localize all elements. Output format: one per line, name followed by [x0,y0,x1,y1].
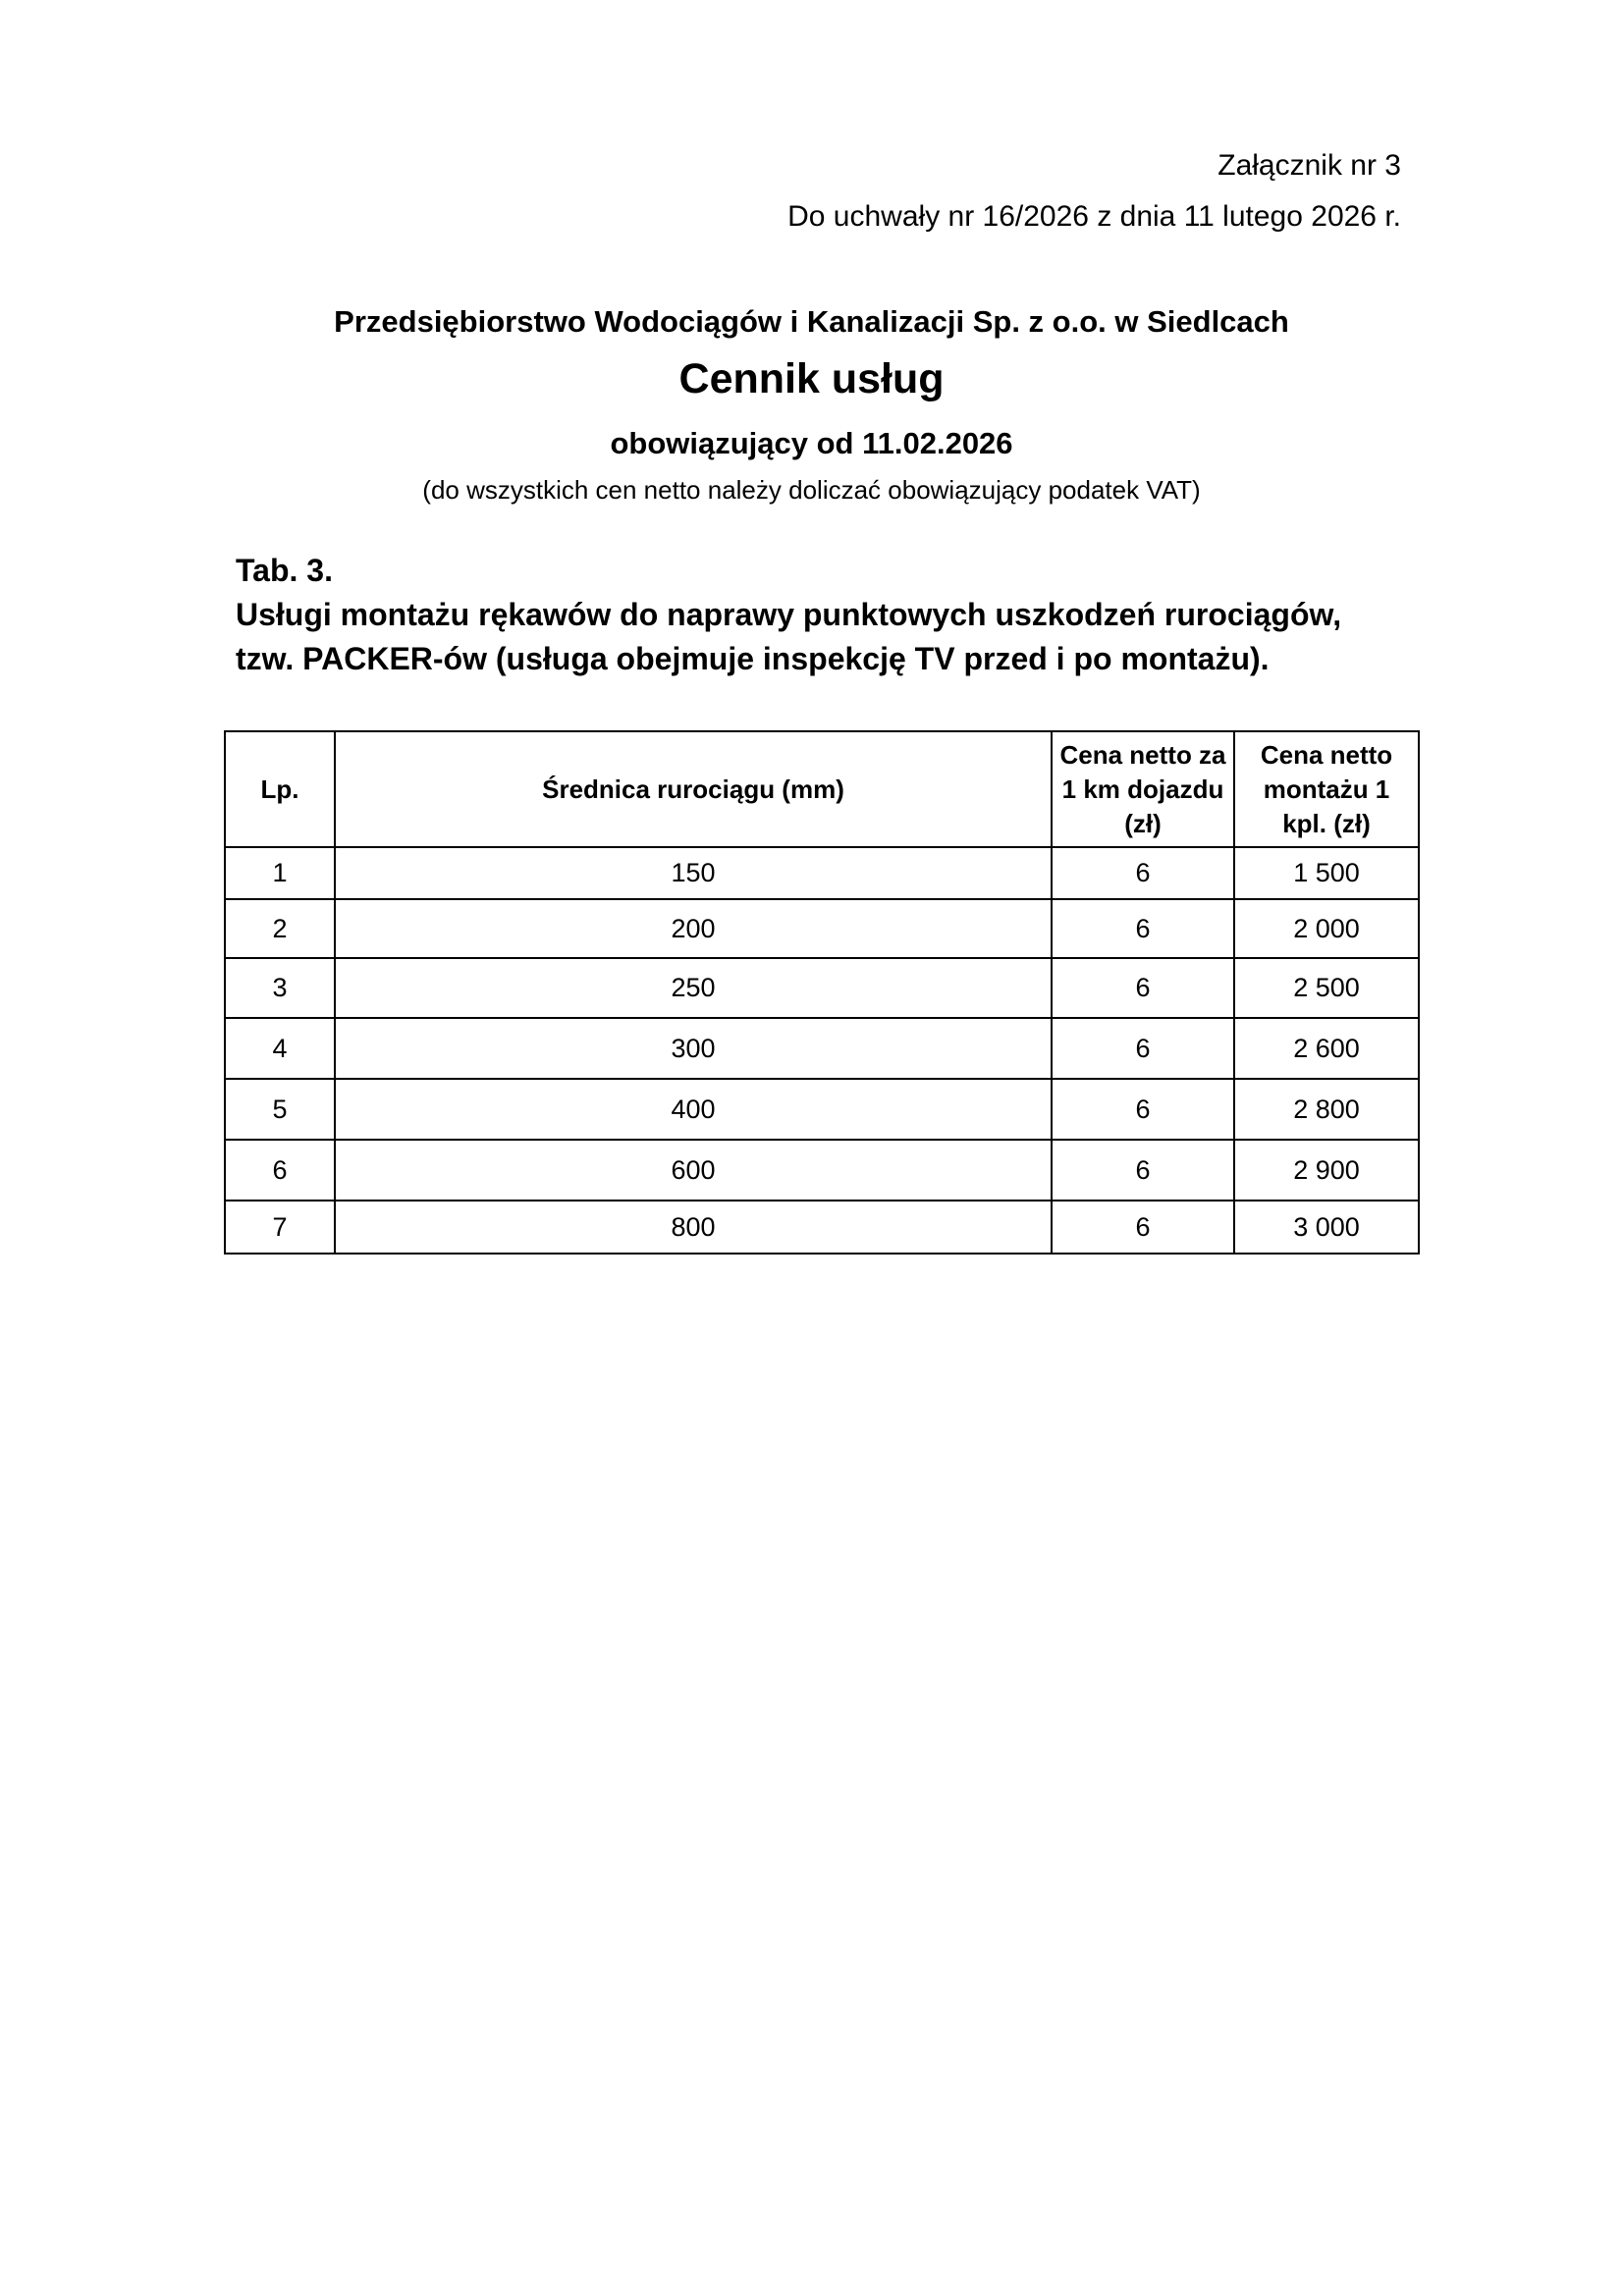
price-table-body [225,847,1419,1254]
table-row [225,958,1419,1018]
vat-note: (do wszystkich cen netto należy doliczać obowiązujący podatek VAT) [422,475,1201,505]
cell-lp: 5 [225,1079,335,1140]
table-number: Tab. 3. [236,553,333,588]
table-row [225,899,1419,958]
cell-diameter: 600 [335,1140,1052,1201]
table-row [225,1140,1419,1201]
cell-diameter: 200 [335,899,1052,958]
cell-diameter: 150 [335,847,1052,899]
cell-km-price: 6 [1052,1201,1234,1254]
cell-lp: 4 [225,1018,335,1079]
cell-km-price: 6 [1052,1079,1234,1140]
table-row [225,1079,1419,1140]
cell-install-price: 2 800 [1234,1079,1419,1140]
table-row [225,1018,1419,1079]
price-table [224,730,1420,1255]
cell-install-price: 2 900 [1234,1140,1419,1201]
cell-km-price: 6 [1052,847,1234,899]
cell-lp: 6 [225,1140,335,1201]
company-name: Przedsiębiorstwo Wodociągów i Kanalizacji Sp. z o.o. w Siedlcach [334,304,1289,339]
annex-label: Załącznik nr 3 [1217,149,1401,182]
cell-install-price: 2 600 [1234,1018,1419,1079]
cell-lp: 7 [225,1201,335,1254]
cell-diameter: 250 [335,958,1052,1018]
cell-lp: 2 [225,899,335,958]
cell-km-price: 6 [1052,1140,1234,1201]
table-title-line-2: tzw. PACKER-ów (usługa obejmuje inspekcję TV przed i po montażu). [236,641,1270,676]
table-title-line-1: Usługi montażu rękawów do naprawy punktowych uszkodzeń rurociągów, [236,597,1342,632]
page-title: Cennik usług [678,355,945,402]
cell-lp: 1 [225,847,335,899]
cell-diameter: 800 [335,1201,1052,1254]
header-km-price: Cena netto za 1 km dojazdu (zł) [1052,731,1234,847]
cell-install-price: 2 000 [1234,899,1419,958]
price-table-header [225,731,1419,847]
valid-from-date: obowiązujący od 11.02.2026 [610,426,1013,460]
header-row [225,731,1419,847]
table-row [225,847,1419,899]
table-row [225,1201,1419,1254]
cell-install-price: 1 500 [1234,847,1419,899]
cell-diameter: 300 [335,1018,1052,1079]
cell-km-price: 6 [1052,958,1234,1018]
header-install-price: Cena netto montażu 1 kpl. (zł) [1234,731,1419,847]
header-lp: Lp. [225,731,335,847]
cell-install-price: 3 000 [1234,1201,1419,1254]
cell-diameter: 400 [335,1079,1052,1140]
header-diameter: Średnica rurociągu (mm) [335,731,1052,847]
cell-lp: 3 [225,958,335,1018]
cell-install-price: 2 500 [1234,958,1419,1018]
cell-km-price: 6 [1052,899,1234,958]
resolution-reference: Do uchwały nr 16/2026 z dnia 11 lutego 2026 r. [787,200,1401,233]
cell-km-price: 6 [1052,1018,1234,1079]
